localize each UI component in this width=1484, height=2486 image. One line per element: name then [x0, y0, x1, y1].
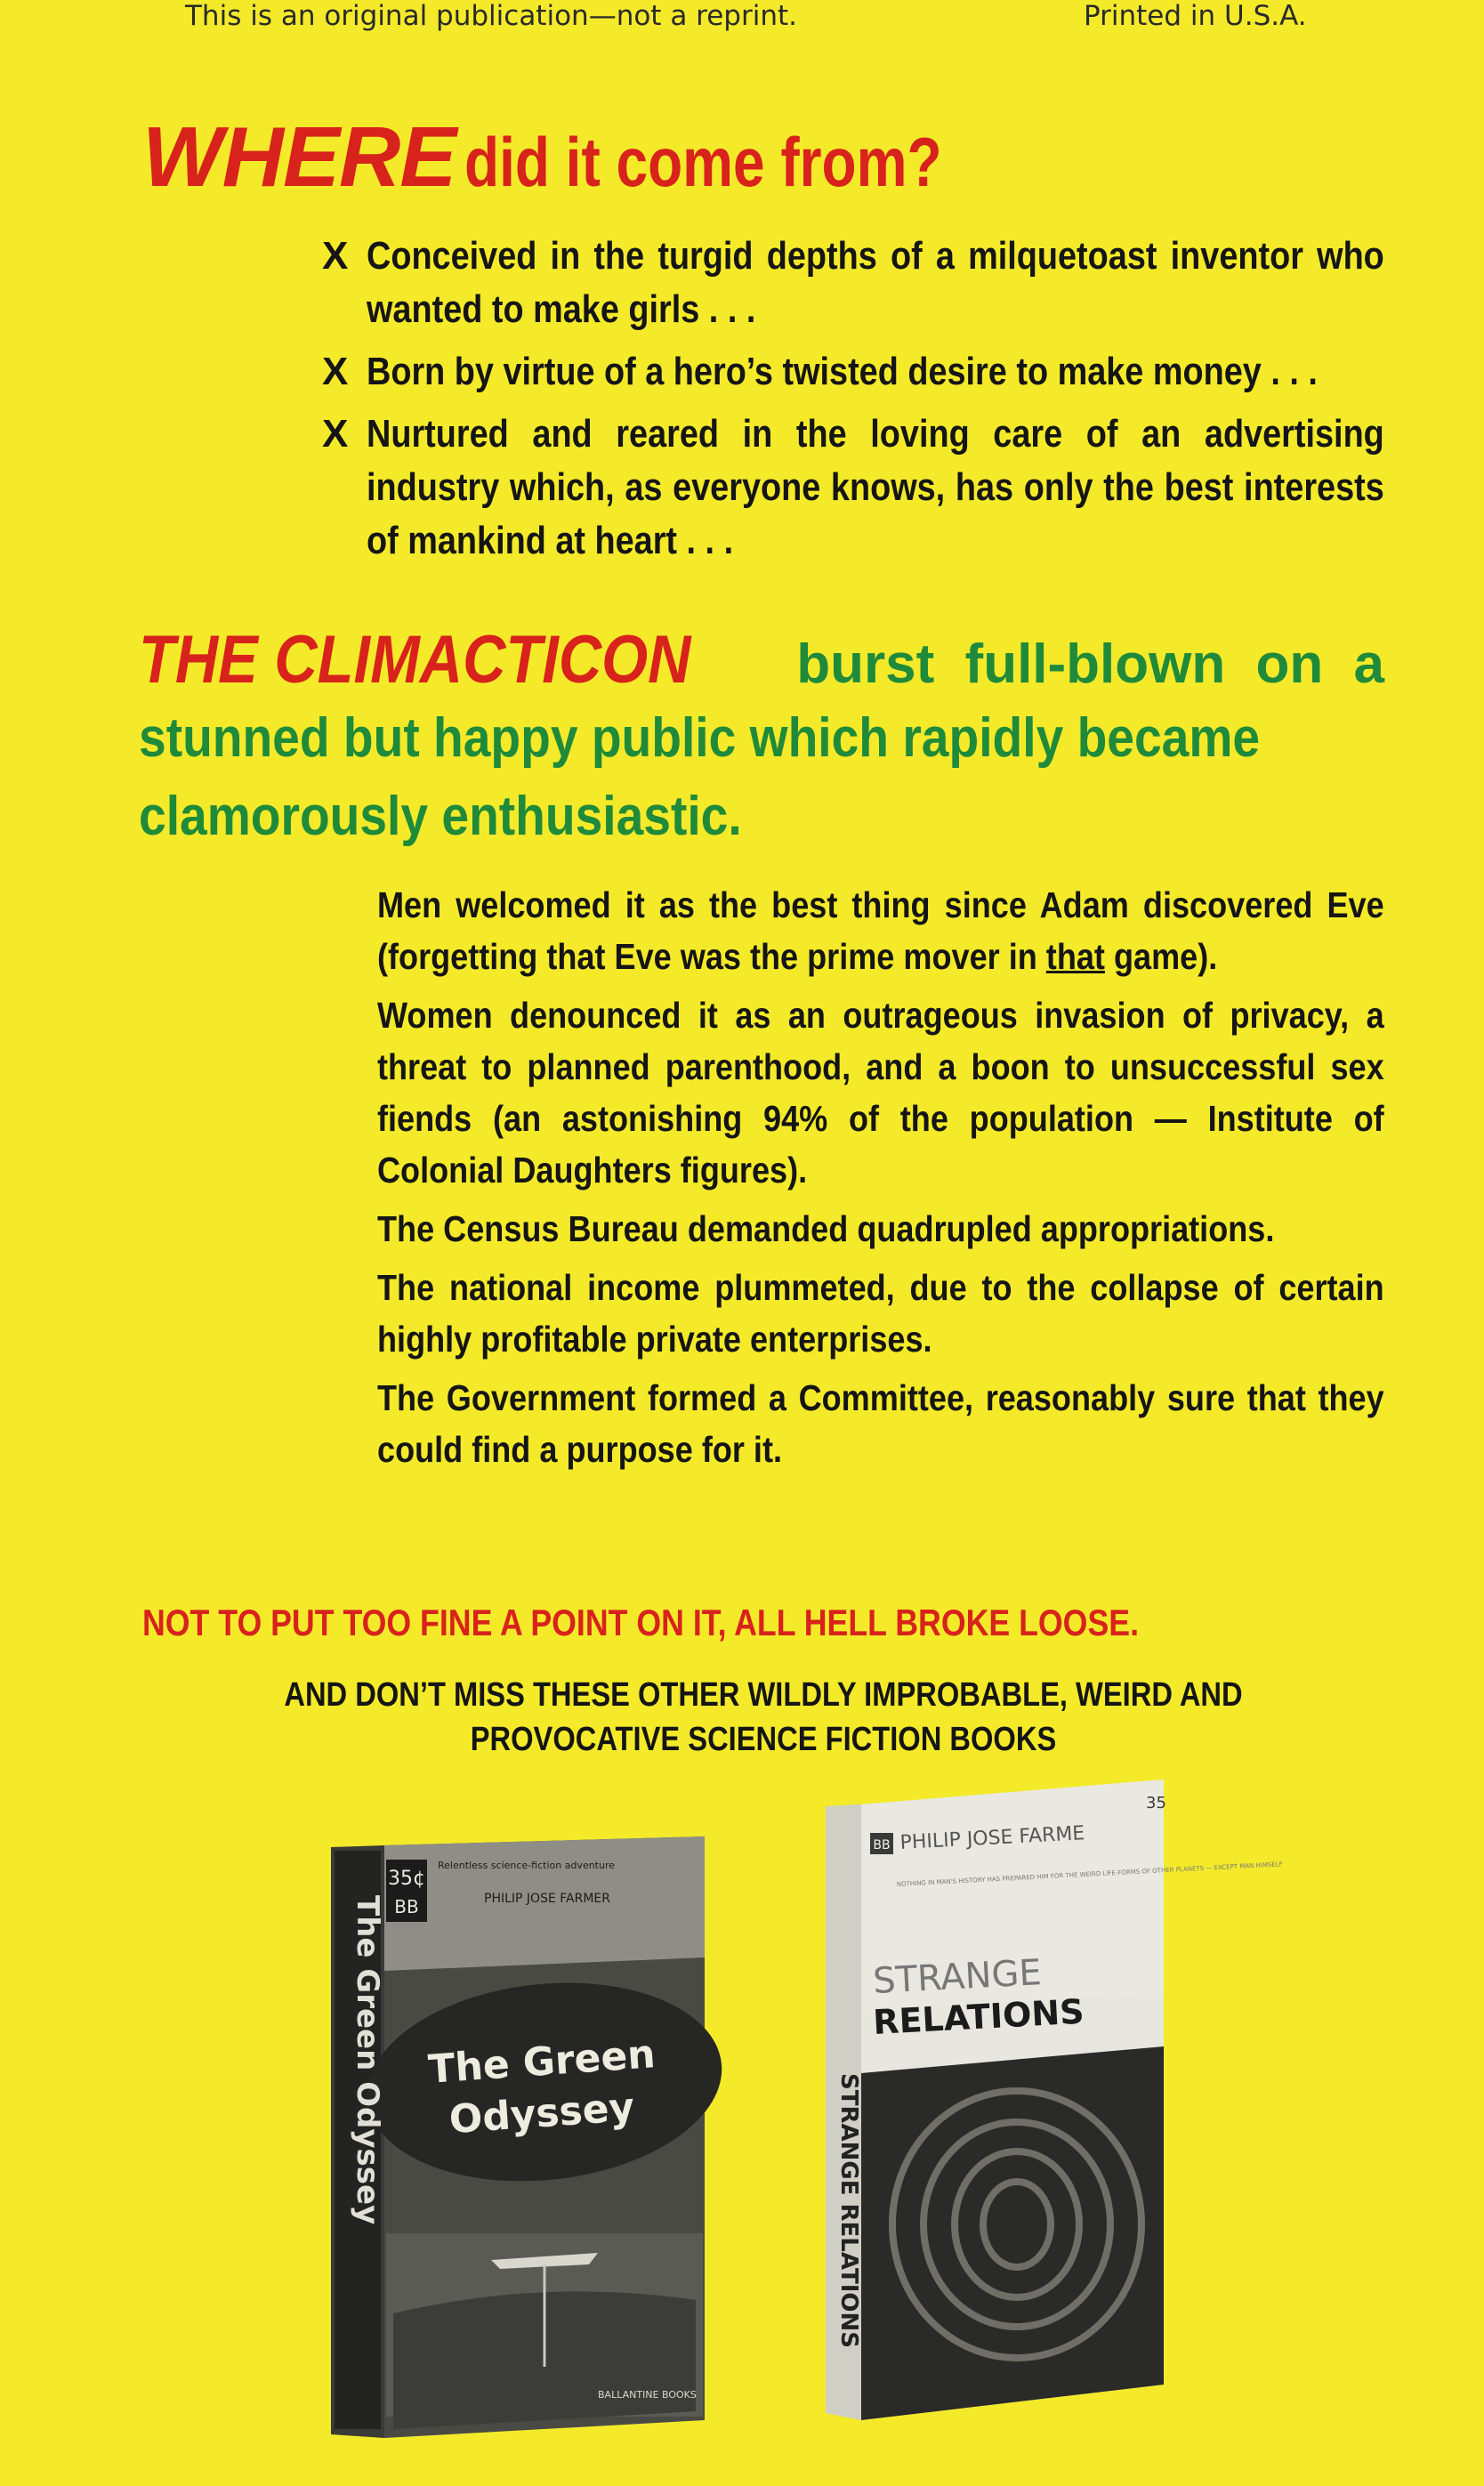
x-mark: X: [322, 234, 349, 278]
book-price: 35¢: [388, 1868, 425, 1890]
publisher-mark: BB: [873, 1838, 891, 1852]
book-cover-green-odyssey: [331, 1815, 705, 2438]
book-spine-title: STRANGE RELATIONS: [835, 2073, 862, 2348]
list-item: [320, 230, 1383, 336]
promo-line-1: AND DON’T MISS THESE OTHER WILDLY IMPROBABLE, WEIRD AND: [284, 1676, 1243, 1714]
word: on: [1255, 634, 1324, 695]
book-cover-strange-relations: [826, 1780, 1283, 2420]
book-tagline: Relentless science-fiction adventure: [438, 1860, 616, 1871]
book-price: 35: [1146, 1794, 1166, 1812]
paragraph-government: The Government formed a Committee, reasonably sure that they could find a purpose for it.: [377, 1377, 1384, 1470]
x-mark: X: [322, 350, 349, 393]
publisher-mark: BB: [394, 1896, 419, 1917]
original-publication-note: This is an original publication—not a reprint.: [185, 0, 797, 32]
book-title-line-2: RELATIONS: [872, 1991, 1085, 2042]
climacticon-section: [139, 621, 1384, 856]
origin-list: [320, 230, 1383, 577]
climacticon-title: THE CLIMACTICON: [139, 622, 691, 698]
headline: [142, 109, 1388, 206]
book-title-line-1: STRANGE: [872, 1952, 1043, 2002]
book-spine-title: The Green Odyssey: [350, 1895, 385, 2225]
list-item-text: Nurtured and reared in the loving care of an advertising industry which, as everyone knows, has only the best interests of mankind at heart . . .: [367, 412, 1384, 562]
list-item: [320, 345, 1383, 399]
climacticon-line-1: [139, 621, 1384, 699]
paragraph-census: The Census Bureau demanded quadrupled appropriations.: [377, 1208, 1275, 1249]
list-item-text: Conceived in the turgid depths of a milquetoast inventor who wanted to make girls . . .: [367, 234, 1384, 331]
word: a: [1353, 634, 1384, 695]
paragraph-women: Women denounced it as an outrageous invasion of privacy, a threat to planned parenthood, and a boon to unsuccessful sex fiends (an astonishing 94% of the population — Institute of Colonial Daughters figures).: [377, 995, 1384, 1191]
book-author: PHILIP JOSE FARME: [899, 1822, 1085, 1854]
word: full-blown: [964, 634, 1226, 695]
printed-in-note: Printed in U.S.A.: [1084, 0, 1307, 32]
promo-heading: [142, 1673, 1384, 1762]
climacticon-line-3: clamorously enthusiastic.: [139, 786, 742, 847]
underlined-word: that: [1045, 936, 1105, 977]
list-item-text: Born by virtue of a hero’s twisted desire to make money . . .: [367, 350, 1318, 393]
book-title-line-2: Odyssey: [448, 2084, 636, 2143]
paragraph-text: Men welcomed it as the best thing since Adam discovered Eve (forgetting that Eve was the prime mover in: [377, 884, 1384, 977]
book-blurb: NOTHING IN MAN'S HISTORY HAS PREPARED HIM FOR THE WEIRD LIFE-FORMS OF OTHER PLANETS — EXCEPT MAN HIMSELF: [896, 1860, 1283, 1888]
hell-broke-loose-line: NOT TO PUT TOO FINE A POINT ON IT, ALL HELL BROKE LOOSE.: [142, 1602, 1139, 1643]
headline-emphasis: WHERE: [142, 109, 456, 205]
word: burst: [796, 634, 935, 695]
climacticon-line-2: stunned but happy public which rapidly became: [139, 707, 1261, 769]
promo-line-2: PROVOCATIVE SCIENCE FICTION BOOKS: [470, 1721, 1057, 1758]
top-notice: [0, 0, 1484, 36]
paragraph-income: The national income plummeted, due to the collapse of certain highly profitable private enterprises.: [377, 1267, 1384, 1360]
x-mark: X: [322, 412, 349, 456]
book-author: PHILIP JOSE FARMER: [484, 1892, 610, 1906]
book-publisher: BALLANTINE BOOKS: [598, 2389, 697, 2401]
book-title-line-1: The Green: [426, 2031, 657, 2093]
reaction-paragraphs: [377, 879, 1384, 1482]
headline-rest: did it come from?: [464, 123, 942, 201]
paragraph-men: [377, 879, 1384, 982]
paragraph-text: game).: [1104, 936, 1218, 977]
list-item: [320, 408, 1383, 568]
